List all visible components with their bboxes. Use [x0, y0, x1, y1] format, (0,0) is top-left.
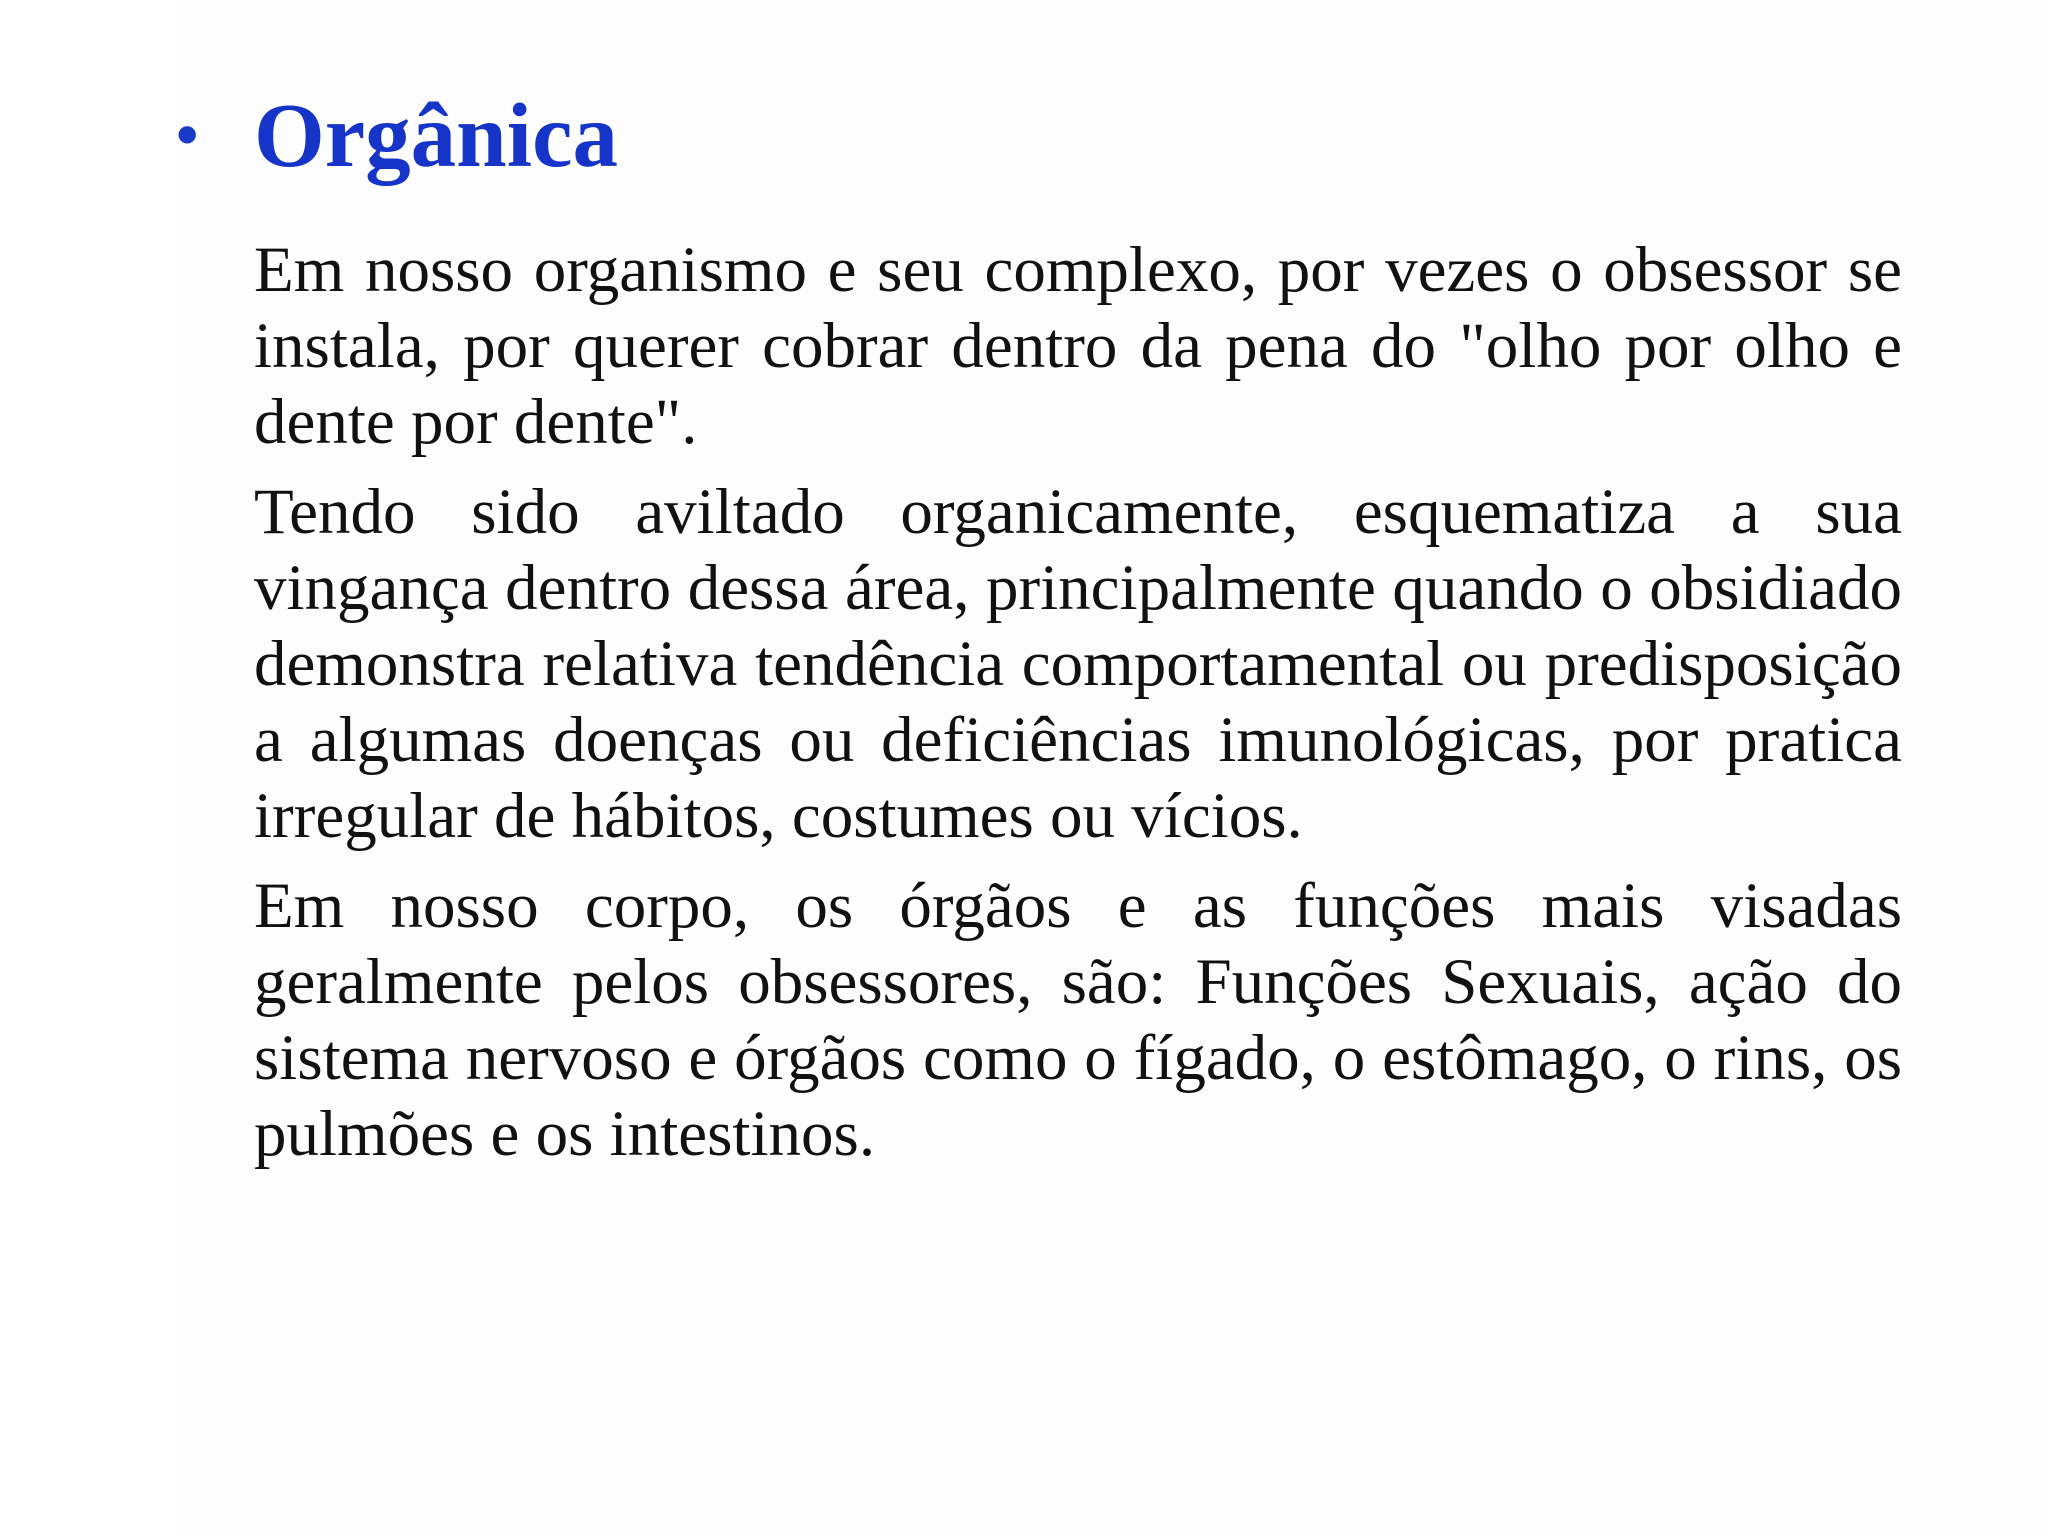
body-text [254, 232, 1902, 1186]
heading-row [176, 80, 618, 190]
bullet-icon: • [176, 99, 199, 170]
paragraph-2: Tendo sido aviltado organicamente, esquematiza a sua vingança dentro dessa área, principalmente quando o obsidiado demonstra relativa tendência comportamental ou predisposição a algumas doenças ou deficiências imunológicas, por pratica irregular de hábitos, costumes ou vícios. [254, 476, 1902, 852]
paragraph-1: Em nosso organismo e seu complexo, por vezes o obsessor se instala, por querer cobrar dentro da pena do "olho por olho e dente por dente". [254, 234, 1902, 458]
paragraph-3: Em nosso corpo, os órgãos e as funções mais visadas geralmente pelos obsessores, são: Funções Sexuais, ação do sistema nervoso e órgãos como o fígado, o estômago, o rins, os pulmões e os intestinos. [254, 870, 1902, 1170]
slide-heading: Orgânica [254, 84, 618, 186]
